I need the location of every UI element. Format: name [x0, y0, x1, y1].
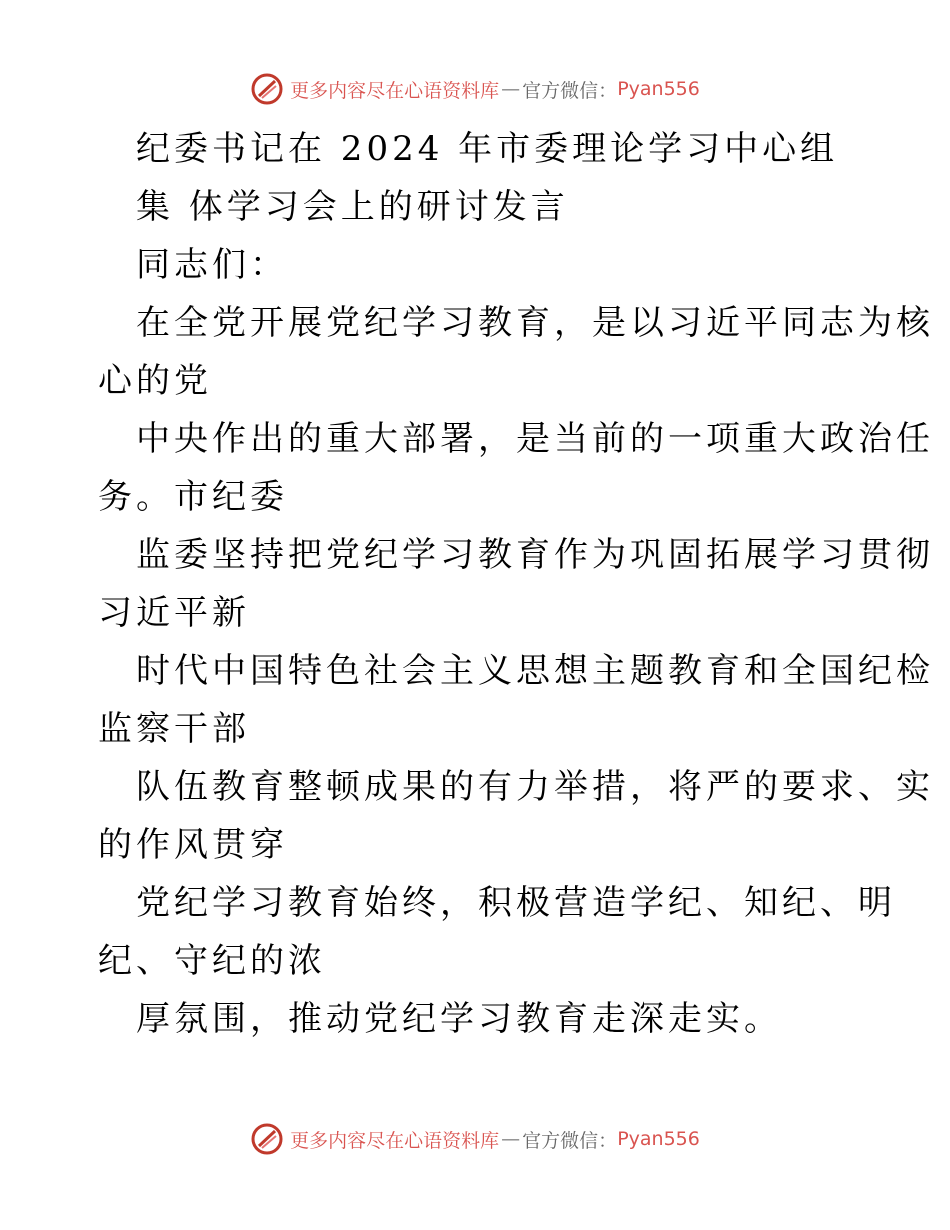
body-line: 党纪学习教育始终，积极营造学纪、知纪、明: [136, 883, 896, 923]
body-line: 心的党: [98, 361, 212, 401]
body-line: 监察干部: [98, 709, 250, 749]
document-title-line-1: 纪委书记在 2024 年市委理论学习中心组: [136, 129, 839, 169]
wechat-id: Pyan556: [617, 1128, 700, 1150]
logo-icon: [250, 1122, 284, 1156]
body-line: 务。市纪委: [98, 477, 288, 517]
promo-text: 更多内容尽在心语资料库: [290, 79, 500, 102]
separator: —: [501, 78, 521, 100]
wechat-id: Pyan556: [617, 78, 700, 100]
body-line: 在全党开展党纪学习教育，是以习近平同志为核: [136, 303, 934, 343]
logo-icon: [250, 72, 284, 106]
wechat-label: 官方微信：: [522, 79, 618, 102]
body-line: 中央作出的重大部署，是当前的一项重大政治任: [136, 419, 934, 459]
separator: —: [501, 1128, 521, 1150]
header-banner: [0, 72, 950, 106]
document-body: [98, 120, 934, 1048]
wechat-label: 官方微信：: [522, 1129, 618, 1152]
body-line: 监委坚持把党纪学习教育作为巩固拓展学习贯彻: [136, 535, 934, 575]
body-line: 纪、守纪的浓: [98, 941, 326, 981]
body-line: 的作风贯穿: [98, 825, 288, 865]
document-title-line-2: 集 体学习会上的研讨发言: [136, 187, 569, 227]
body-line: 队伍教育整顿成果的有力举措，将严的要求、实: [136, 767, 934, 807]
footer-banner: [0, 1122, 950, 1156]
promo-text: 更多内容尽在心语资料库: [290, 1129, 500, 1152]
body-line: 厚氛围，推动党纪学习教育走深走实。: [136, 999, 782, 1039]
body-line: 习近平新: [98, 593, 250, 633]
body-line: 时代中国特色社会主义思想主题教育和全国纪检: [136, 651, 934, 691]
salutation: 同志们：: [136, 245, 288, 285]
